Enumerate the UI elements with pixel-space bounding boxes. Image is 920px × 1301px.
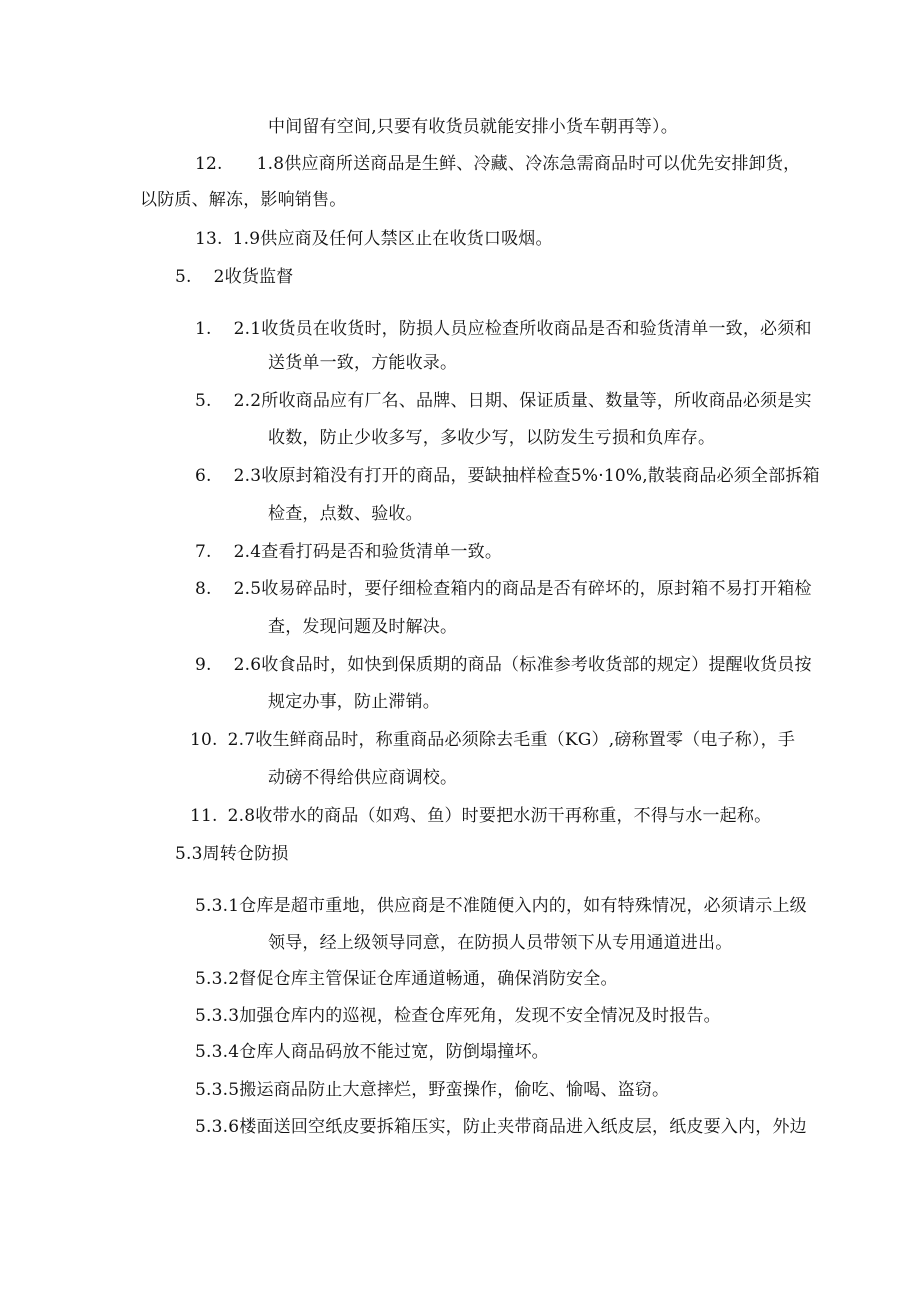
paragraph-text: 查，发现问题及时解决。 — [268, 617, 458, 637]
list-number: 7. — [195, 542, 212, 562]
list-number: 5. — [175, 267, 192, 287]
paragraph-text: 2.7收生鲜商品时，称重商品必须除去毛重（KG）,磅称置零（电子称），手 — [227, 730, 796, 750]
paragraph-continuation — [268, 352, 457, 374]
section-heading — [175, 266, 293, 288]
paragraph-text: 2.3收原封箱没有打开的商品，要缺抽样检查5%·10%,散装商品必须全部拆箱 — [233, 466, 820, 486]
paragraph-continuation — [268, 616, 457, 638]
list-item — [195, 1005, 721, 1027]
paragraph-text: 规定办事，防止滞销。 — [268, 692, 440, 712]
paragraph-text: 2.8收带水的商品（如鸡、鱼）时要把水沥干再称重，不得与水一起称。 — [227, 806, 772, 826]
list-number: 13. — [195, 229, 223, 249]
paragraph-continuation — [268, 767, 457, 789]
paragraph-text: 以防质、解冻，影响销售。 — [140, 190, 347, 210]
list-item — [195, 228, 553, 250]
list-number: 10. — [190, 730, 218, 750]
paragraph-text: 2.1收货员在收货时，防损人员应检查所收商品是否和验货清单一致，必须和 — [233, 319, 812, 339]
paragraph-continuation — [140, 189, 346, 211]
paragraph-text: 动磅不得给供应商调校。 — [268, 768, 458, 788]
paragraph-text: 5.3.5搬运商品防止大意摔烂，野蛮操作，偷吃、愉喝、盗窃。 — [195, 1080, 670, 1100]
list-number: 9. — [195, 655, 212, 675]
paragraph-continuation — [268, 932, 732, 954]
paragraph-text: 2.4查看打码是否和验货清单一致。 — [233, 542, 503, 562]
paragraph-continuation — [268, 691, 440, 713]
paragraph-continuation — [268, 116, 678, 138]
list-item — [195, 1041, 549, 1063]
list-item — [195, 541, 502, 563]
paragraph-text: 1.8供应商所送商品是生鲜、冷藏、冷冻急需商品时可以优先安排卸货， — [256, 154, 801, 174]
paragraph-continuation — [268, 503, 423, 525]
list-number: 8. — [195, 579, 212, 599]
paragraph-text: 5.3.4仓库人商品码放不能过宽，防倒塌撞坏。 — [195, 1042, 549, 1062]
paragraph-text: 2.2所收商品应有厂名、品牌、日期、保证质量、数量等，所收商品必须是实 — [233, 391, 812, 411]
section-title: 2收货监督 — [213, 267, 294, 287]
list-item — [195, 968, 618, 990]
list-item — [195, 153, 800, 175]
paragraph-text: 5.3.6楼面送回空纸皮要拆箱压实，防止夹带商品进入纸皮层，纸皮要入内，外边 — [195, 1117, 807, 1137]
paragraph-text: 2.6收食品时，如快到保质期的商品（标准参考收货部的规定）提醒收货员按 — [233, 655, 812, 675]
list-number: 11. — [190, 806, 218, 826]
list-item — [195, 1079, 669, 1101]
list-item — [190, 729, 795, 751]
paragraph-text: 5.3.3加强仓库内的巡视，检查仓库死角，发现不安全情况及时报告。 — [195, 1006, 721, 1026]
list-item — [195, 390, 812, 412]
paragraph-text: 检查，点数、验收。 — [268, 504, 423, 524]
list-number: 5. — [195, 391, 212, 411]
paragraph-text: 5.3.1仓库是超市重地，供应商是不准随便入内的，如有特殊情况，必须请示上级 — [195, 896, 807, 916]
list-item — [195, 654, 812, 676]
list-number: 6. — [195, 466, 212, 486]
section-heading — [175, 843, 289, 865]
list-item — [195, 578, 812, 600]
list-item — [195, 465, 820, 487]
list-item — [195, 1116, 807, 1138]
paragraph-text: 领导，经上级领导同意，在防损人员带领下从专用通道进出。 — [268, 933, 733, 953]
list-number: 1. — [195, 319, 212, 339]
paragraph-text: 2.5收易碎品时，要仔细检查箱内的商品是否有碎坏的，原封箱不易打开箱检 — [233, 579, 812, 599]
list-item — [190, 805, 771, 827]
list-number: 12. — [195, 154, 223, 174]
paragraph-text: 中间留有空间,只要有收货员就能安排小货车朝再等）。 — [268, 117, 678, 137]
list-item — [195, 895, 807, 917]
paragraph-text: 1.9供应商及任何人禁区止在收货口吸烟。 — [232, 229, 553, 249]
paragraph-text: 收数，防止少收多写，多收少写，以防发生亏损和负库存。 — [268, 428, 716, 448]
paragraph-text: 5.3.2督促仓库主管保证仓库通道畅通，确保消防安全。 — [195, 969, 618, 989]
section-title: 5.3周转仓防损 — [175, 844, 289, 864]
list-item — [195, 318, 812, 340]
paragraph-text: 送货单一致，方能收录。 — [268, 353, 458, 373]
paragraph-continuation — [268, 427, 715, 449]
